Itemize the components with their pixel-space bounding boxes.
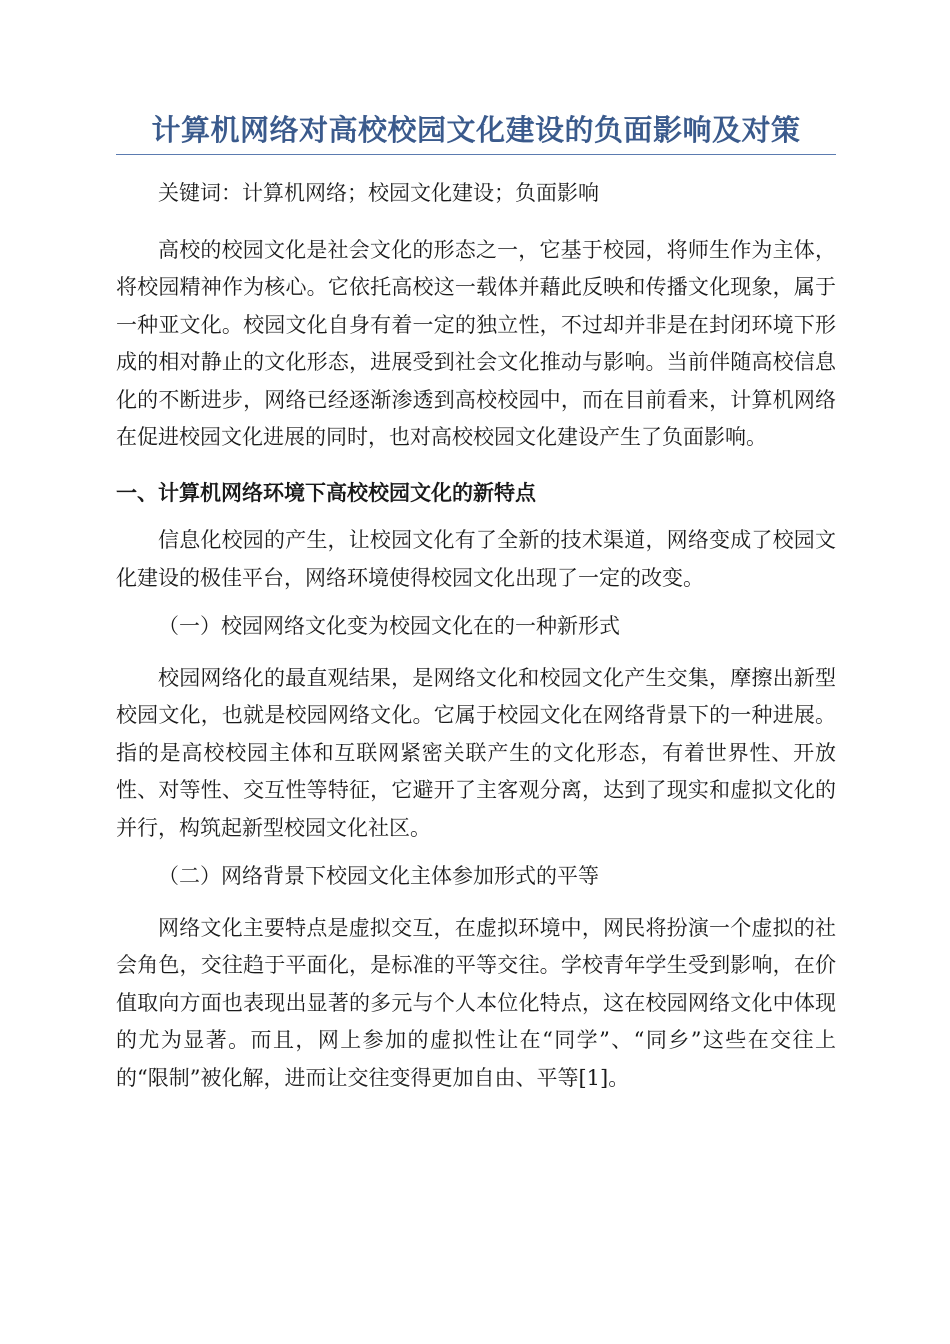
- subsection-2-body: 网络文化主要特点是虚拟交互，在虚拟环境中，网民将扮演一个虚拟的社会角色，交往趋于平面化，是标准的平等交往。学校青年学生受到影响，在价值取向方面也表现出显著的多元与个人本位化特点，这在校园网络文化中体现的尤为显著。而且，网上参加的虚拟性让在“同学”、“同乡”这些在交往上的“限制”被化解，进而让交往变得更加自由、平等[1]。: [116, 915, 836, 1090]
- subsection-heading-2: （二）网络背景下校园文化主体参加形式的平等: [158, 864, 599, 888]
- intro-paragraph: 高校的校园文化是社会文化的形态之一，它基于校园，将师生作为主体，将校园精神作为核心。它依托高校这一载体并藉此反映和传播文化现象，属于一种亚文化。校园文化自身有着一定的独立性，不过却并非是在封闭环境下形成的相对静止的文化形态，进展受到社会文化推动与影响。当前伴随高校信息化的不断进步，网络已经逐渐渗透到高校校园中，而在目前看来，计算机网络在促进校园文化进展的同时，也对高校校园文化建设产生了负面影响。: [116, 237, 836, 449]
- section-1-intro: 信息化校园的产生，让校园文化有了全新的技术渠道，网络变成了校园文化建设的极佳平台，网络环境使得校园文化出现了一定的改变。: [116, 528, 836, 590]
- document-page: [116, 110, 836, 1097]
- document-title: 计算机网络对高校校园文化建设的负面影响及对策: [116, 110, 836, 155]
- keywords-line: 关键词：计算机网络；校园文化建设；负面影响: [158, 181, 599, 205]
- subsection-1-body: 校园网络化的最直观结果，是网络文化和校园文化产生交集，摩擦出新型校园文化，也就是校园网络文化。它属于校园文化在网络背景下的一种进展。指的是高校校园主体和互联网紧密关联产生的文化形态，有着世界性、开放性、对等性、交互性等特征，它避开了主客观分离，达到了现实和虚拟文化的并行，构筑起新型校园文化社区。: [116, 665, 836, 840]
- subsection-heading-1: （一）校园网络文化变为校园文化在的一种新形式: [158, 614, 620, 638]
- section-heading-1: 一、计算机网络环境下高校校园文化的新特点: [116, 479, 536, 505]
